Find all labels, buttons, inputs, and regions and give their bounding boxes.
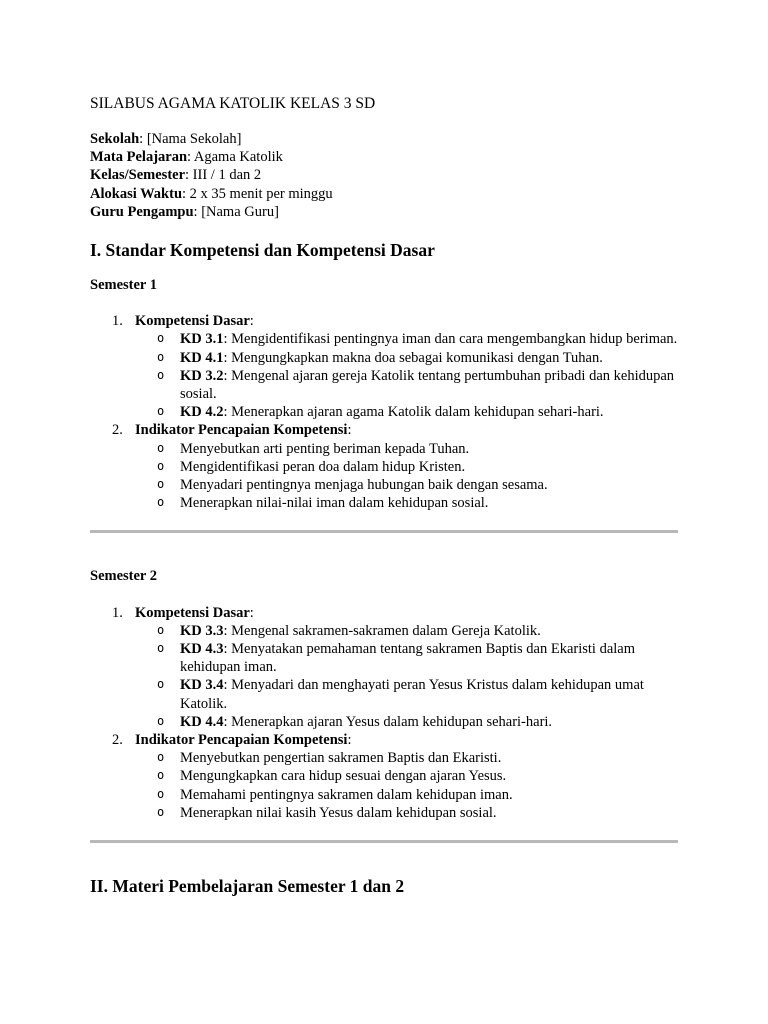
indicator-item — [135, 804, 680, 822]
meta-label: Kelas/Semester — [90, 167, 186, 184]
indicator-item — [135, 494, 680, 512]
semester-1-list — [90, 312, 680, 512]
section-heading-1: I. Standar Kompetensi dan Kompetensi Dasar — [90, 240, 435, 261]
list-number: 1. — [112, 313, 123, 330]
meta-value: : Agama Katolik — [187, 149, 283, 166]
list-item-indikator — [90, 731, 680, 822]
meta-mata-pelajaran — [90, 148, 680, 166]
kd-code: KD 4.4 — [180, 713, 224, 730]
list-colon: : — [249, 604, 254, 621]
kd-item — [135, 403, 680, 421]
kd-text: : Mengungkapkan makna doa sebagai komunikasi dengan Tuhan. — [223, 349, 603, 366]
semester-1-title: Semester 1 — [90, 277, 157, 294]
kd-text: : Mengenal ajaran gereja Katolik tentang pertumbuhan pribadi dan kehidupan sosial. — [180, 367, 675, 403]
kd-text: : Menyadari dan menghayati peran Yesus Kristus dalam kehidupan umat Katolik. — [180, 677, 644, 712]
list-number: 2. — [112, 732, 123, 749]
indicator-sublist — [135, 440, 680, 513]
list-colon: : — [347, 732, 352, 749]
indicator-item — [135, 786, 680, 804]
horizontal-divider — [90, 530, 678, 533]
kd-code: KD 3.1 — [180, 331, 224, 348]
kd-text: : Mengenal sakramen-sakramen dalam Gereja Katolik. — [223, 622, 541, 639]
bullet-icon: o — [157, 495, 165, 510]
bullet-icon: o — [157, 677, 165, 692]
kd-text: : Menerapkan ajaran Yesus dalam kehidupan sehari-hari. — [223, 713, 553, 730]
indicator-item — [135, 749, 680, 767]
kd-code: KD 4.1 — [180, 349, 224, 366]
meta-label: Mata Pelajaran — [90, 149, 188, 166]
bullet-icon: o — [157, 404, 165, 419]
indicator-text: Menerapkan nilai kasih Yesus dalam kehidupan sosial. — [180, 804, 497, 821]
kd-item — [135, 367, 680, 403]
semester-2-list — [90, 604, 680, 822]
list-item-kompetensi-dasar — [90, 604, 680, 731]
list-item-indikator — [90, 421, 680, 512]
list-label: Kompetensi Dasar — [135, 604, 250, 621]
horizontal-divider — [90, 840, 678, 843]
kd-item — [135, 640, 680, 676]
kd-item — [135, 349, 680, 367]
kd-text: : Mengidentifikasi pentingnya iman dan cara mengembangkan hidup beriman. — [223, 331, 678, 348]
meta-sekolah — [90, 130, 680, 148]
kd-text: : Menyatakan pemahaman tentang sakramen Baptis dan Ekaristi dalam kehidupan iman. — [180, 641, 636, 676]
indicator-item — [135, 458, 680, 476]
meta-value: : 2 x 35 menit per minggu — [182, 185, 333, 202]
kd-item — [135, 330, 680, 348]
kd-item — [135, 713, 680, 731]
kd-sublist — [135, 622, 680, 731]
list-number: 1. — [112, 604, 123, 621]
meta-block — [90, 130, 680, 221]
indicator-text: Menyadari pentingnya menjaga hubungan baik dengan sesama. — [180, 477, 548, 494]
meta-label: Sekolah — [90, 131, 140, 147]
kd-sublist — [135, 330, 680, 421]
kd-item — [135, 676, 680, 712]
indicator-text: Menyebutkan pengertian sakramen Baptis dan Ekaristi. — [180, 750, 502, 767]
indicator-text: Menyebutkan arti penting beriman kepada Tuhan. — [180, 440, 470, 457]
bullet-icon: o — [157, 331, 165, 346]
indicator-text: Mengidentifikasi peran doa dalam hidup Kristen. — [180, 458, 466, 475]
bullet-icon: o — [157, 440, 165, 455]
kd-code: KD 4.3 — [180, 641, 224, 658]
indicator-text: Memahami pentingnya sakramen dalam kehidupan iman. — [180, 786, 513, 803]
bullet-icon: o — [157, 367, 165, 382]
meta-value: : III / 1 dan 2 — [185, 167, 262, 184]
meta-value: : [Nama Sekolah] — [139, 131, 242, 147]
bullet-icon: o — [157, 349, 165, 364]
list-colon: : — [249, 313, 254, 330]
kd-item — [135, 622, 680, 640]
bullet-icon: o — [157, 458, 165, 473]
semester-2-title: Semester 2 — [90, 568, 157, 585]
meta-alokasi-waktu — [90, 185, 680, 203]
indicator-item — [135, 476, 680, 494]
indicator-item — [135, 767, 680, 785]
list-label: Kompetensi Dasar — [135, 313, 250, 330]
kd-text: : Menerapkan ajaran agama Katolik dalam kehidupan sehari-hari. — [223, 404, 604, 421]
indicator-text: Mengungkapkan cara hidup sesuai dengan ajaran Yesus. — [180, 768, 507, 785]
meta-guru-pengampu — [90, 203, 680, 221]
bullet-icon: o — [157, 768, 165, 783]
kd-code: KD 3.3 — [180, 622, 224, 639]
list-item-kompetensi-dasar — [90, 312, 680, 421]
meta-label: Guru Pengampu — [90, 203, 194, 220]
meta-label: Alokasi Waktu — [90, 185, 183, 202]
kd-code: KD 3.2 — [180, 367, 224, 384]
indicator-item — [135, 440, 680, 458]
list-label: Indikator Pencapaian Kompetensi — [135, 732, 348, 749]
bullet-icon: o — [157, 641, 165, 656]
bullet-icon: o — [157, 477, 165, 492]
bullet-icon: o — [157, 622, 165, 637]
bullet-icon: o — [157, 786, 165, 801]
section-heading-2: II. Materi Pembelajaran Semester 1 dan 2 — [90, 876, 405, 897]
list-colon: : — [347, 422, 352, 439]
document-page — [90, 95, 680, 896]
meta-kelas-semester — [90, 166, 680, 184]
bullet-icon: o — [157, 713, 165, 728]
indicator-text: Menerapkan nilai-nilai iman dalam kehidupan sosial. — [180, 495, 489, 512]
indicator-sublist — [135, 749, 680, 822]
list-number: 2. — [112, 422, 123, 439]
list-label: Indikator Pencapaian Kompetensi — [135, 422, 348, 439]
document-title: SILABUS AGAMA KATOLIK KELAS 3 SD — [90, 95, 376, 112]
kd-code: KD 4.2 — [180, 404, 224, 421]
bullet-icon: o — [157, 750, 165, 765]
meta-value: : [Nama Guru] — [193, 203, 279, 220]
kd-code: KD 3.4 — [180, 677, 224, 694]
bullet-icon: o — [157, 804, 165, 819]
